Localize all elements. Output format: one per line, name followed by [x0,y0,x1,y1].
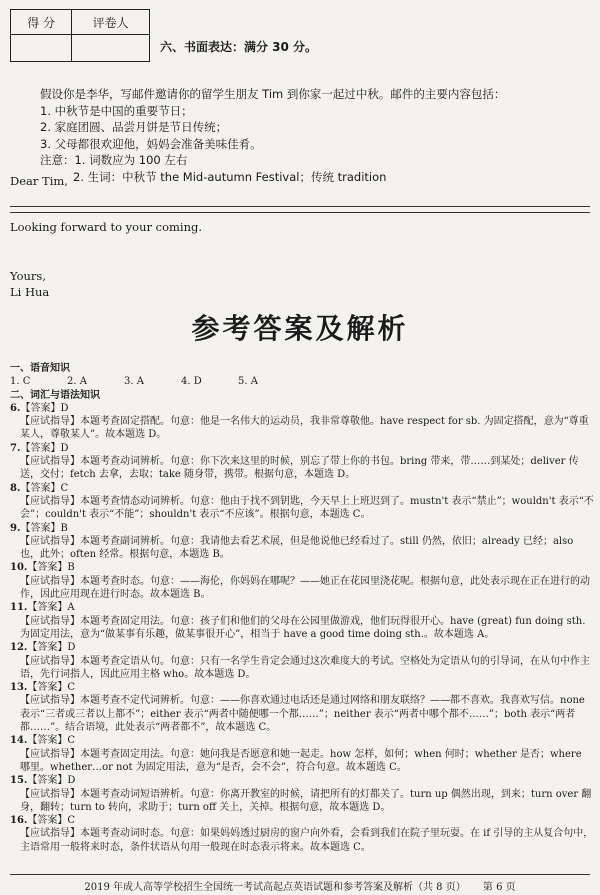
answer-item: 2. A [67,376,87,388]
prompt-point: 2. 家庭团圆、品尝月饼是节日传统； [40,120,228,135]
writing-line [10,212,590,213]
part1-heading: 一、语音知识 [10,363,70,374]
question-number: 7. [10,442,21,454]
answer-line [10,641,594,654]
question-number: 6. [10,402,21,414]
prompt-intro: 假设你是李华，写邮件邀请你的留学生朋友 Tim 到你家一起过中秋。邮件的主要内容包括： [40,87,506,101]
question-number: 15. [10,775,28,787]
question-number: 11. [10,602,28,614]
answer-explanation: 【应试指导】本题考查固定用法。句意：孩子们和他们的父母在公园里做游戏，他们玩得很开心。have (great) fun doing sth. 为固定用法，意为“做某事有乐趣，做某事很开心”，相当于 have a good time doing sth.。故本题选 A。 [20,615,586,640]
section-title: 六、书面表达：满分 30 分。 [160,40,318,54]
part2-heading: 二、词汇与语法知识 [10,389,100,401]
letter-signoff [10,268,49,300]
question-number: 16. [10,815,28,827]
answer-explanation: 【应试指导】本题考查动词时态。句意：如果妈妈透过厨房的窗户向外看，会看到我们在院子里玩耍。在 if 引导的主从复合句中，主语常用一般将来时态，条件状语从句用一般现在时态表示将来。故本题选 C。 [20,828,594,853]
answer-title: 参考答案及解析 [191,312,409,345]
answer-item: 1. C [10,376,31,388]
sign-off: Yours, [10,269,46,283]
answer-explanation: 【应试指导】本题考查副词辨析。句意：我请他去看艺术展，但是他说他已经看过了。still 仍然，依旧；already 已经；also 也，此外；often 经常。根据句意，本题选 B。 [20,535,574,561]
answer-key: 【答案】D [27,642,76,654]
signer-name: Li Hua [10,285,50,299]
question-number: 13. [10,682,28,694]
prompt-point: 3. 父母都很欢迎他，妈妈会准备美味佳肴。 [40,136,262,151]
answer-items [10,402,594,854]
answer-line [10,774,594,787]
score-table [10,9,150,62]
question-number: 14. [10,735,28,747]
answer-explanation: 【应试指导】本题考查固定搭配。句意：他是一名伟大的运动员，我非常尊敬他。have respect for sb. 为固定搭配，意为“尊重某人，尊敬某人”。故本题选 D。 [20,416,589,441]
answer-line [10,814,594,827]
answer-explanation: 【应试指导】本题考查定语从句。句意：只有一名学生肯定会通过这次难度大的考试。空格处为定语从句的引导词，在从句中作主语，先行词指人，因此应用主格 who。故本题选 D。 [20,655,590,680]
prompt-point: 1. 中秋节是中国的重要节日； [40,103,193,118]
answer-line [10,522,594,535]
writing-prompt [40,86,590,186]
answer-key: 【答案】B [27,562,75,574]
question-number: 12. [10,642,28,654]
answer-line [10,402,594,415]
answer-explanation: 【应试指导】本题考查时态。句意：——海伦，你妈妈在哪呢？——她正在花园里浇花呢。根据句意，此处表示现在正在进行的动作，因此应用现在进行时态。故本题选 B。 [20,575,590,601]
answer-line [10,601,594,614]
answer-key: 【答案】D [20,442,69,454]
page-footer [10,874,590,893]
answer-explanation: 【应试指导】本题考查不定代词辨析。句意：——你喜欢通过电话还是通过网络和朋友联络？——都不喜欢。我喜欢写信。none 表示“三者或三者以上都不”；either 表示“两者中随便哪一个都……”；neither 表示“两者中哪个都不……”；both 表示“两者都……”。结合语境，此处表示“两者都不”，故本题选 C。 [20,695,585,734]
answer-key: 【答案】D [27,775,76,787]
question-number: 8. [10,482,21,494]
answer-explanation: 【应试指导】本题考查动词短语辨析。句意：你离开教室的时候，请把所有的灯都关了。turn up 偶然出现，到来；turn over 翻身，翻转；turn to 转向，求助于；turn off 关上，关掉。根据句意，故本题选 D。 [20,788,592,813]
question-number: 10. [10,562,28,574]
answer-key: 【答案】C [27,735,76,747]
answer-item: 4. D [181,376,202,388]
letter-closing: Looking forward to your coming. [10,220,202,234]
answer-line [10,561,594,574]
answer-line [10,442,594,455]
prompt-note: 注意：1. 词数应为 100 左右 [40,153,188,168]
answer-line [10,681,594,694]
answer-explanation: 【应试指导】本题考查固定用法。句意：她问我是否愿意和她一起走。how 怎样，如何；when 何时；whether 是否；where 哪里。whether…or not 为固定用法，意为“是否，会不会”，符合句意。故本题选 C。 [20,748,582,773]
answer-key: 【答案】A [27,602,75,614]
answer-key: 【答案】C [27,815,76,827]
letter-greeting: Dear Tim, [10,174,68,188]
answer-line [10,482,594,495]
writing-line [10,206,590,207]
footer-text: 2019 年成人高等学校招生全国统一考试高起点英语试题和参考答案及解析（共 8 页） [84,882,466,893]
answer-section [10,362,594,854]
answer-key: 【答案】B [20,522,68,534]
answer-line [10,734,594,747]
answer-explanation: 【应试指导】本题考查情态动词辨析。句意：他由于找不到钥匙，今天早上上班迟到了。mustn't 表示“禁止”；wouldn't 表示“不会”；couldn't 表示“不能”；shouldn't 表示“不应该”。根据句意，本题选 C。 [20,495,594,521]
score-label: 得 分 [11,10,72,35]
answer-key: 【答案】D [20,402,69,414]
answer-key: 【答案】C [27,682,76,694]
score-cell [11,35,72,62]
answer-item: 5. A [238,376,258,388]
grader-cell [72,35,150,62]
page-number: 第 6 页 [482,882,516,893]
question-number: 9. [10,522,21,534]
answer-explanation: 【应试指导】本题考查动词辨析。句意：你下次来这里的时候，别忘了带上你的书包。bring 带来，带……到某处；deliver 传送，交付；fetch 去拿，去取；take 随身带，携带。根据句意，本题选 D。 [20,456,579,481]
answer-key: 【答案】C [20,482,69,494]
grader-label: 评卷人 [72,10,150,35]
answer-item: 3. A [124,376,144,388]
part1-answers [10,375,594,388]
prompt-note: 2. 生词：中秋节 the Mid-autumn Festival；传统 tradition [73,169,387,184]
